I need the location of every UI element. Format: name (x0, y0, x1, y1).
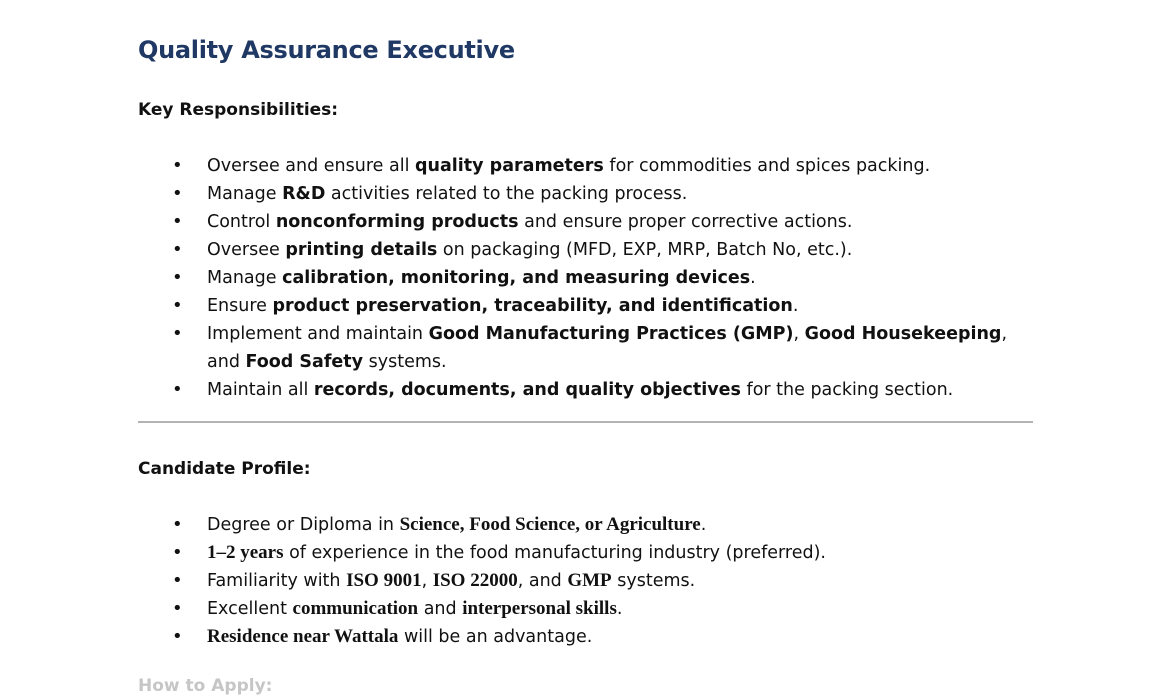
text-run: Manage (207, 184, 283, 204)
list-item (138, 567, 1038, 595)
text-run: . (700, 515, 707, 535)
list-item (138, 152, 1038, 180)
bold-text: ISO 9001 (346, 570, 422, 591)
text-run: Familiarity with (207, 571, 347, 591)
list-item (138, 236, 1038, 264)
text-run: systems. (363, 352, 447, 372)
bullet-icon: • (172, 514, 183, 535)
list-item (138, 208, 1038, 236)
bullet-icon: • (172, 323, 183, 344)
text-run: on packaging (MFD, EXP, MRP, Batch No, etc.). (437, 240, 853, 260)
bold-text: GMP (567, 570, 612, 591)
bullet-icon: • (172, 295, 183, 316)
bold-text: nonconforming products (275, 212, 519, 232)
bullet-icon: • (172, 267, 183, 288)
text-run: , (793, 324, 805, 344)
bold-text: calibration, monitoring, and measuring devices (282, 268, 751, 288)
candidate-profile-heading: Candidate Profile: (138, 459, 311, 479)
bullet-icon: • (172, 542, 183, 563)
bullet-icon: • (172, 570, 183, 591)
text-run: . (750, 268, 756, 288)
text-run: Maintain all (207, 380, 314, 400)
text-run: Degree or Diploma in (207, 515, 400, 535)
bullet-icon: • (172, 211, 183, 232)
text-run: . (616, 599, 623, 619)
bold-text: quality parameters (415, 156, 604, 176)
text-run: Oversee and ensure all (207, 156, 416, 176)
text-run: and ensure proper corrective actions. (518, 212, 853, 232)
text-run: and (207, 352, 246, 372)
bold-text: Food Safety (245, 352, 364, 372)
text-run: for the packing section. (740, 380, 954, 400)
profile-list (138, 511, 1038, 651)
bullet-icon: • (172, 155, 183, 176)
bullet-icon: • (172, 598, 183, 619)
text-run: will be an advantage. (398, 627, 593, 647)
bold-text: interpersonal skills (462, 598, 617, 619)
bold-text: Residence near Wattala (207, 626, 399, 647)
list-item (138, 376, 1038, 404)
list-item (138, 320, 1038, 376)
list-item (138, 264, 1038, 292)
bold-text: Science, Food Science, or Agriculture (399, 514, 701, 535)
text-run: Implement and maintain (207, 324, 429, 344)
list-item (138, 595, 1038, 623)
list-item (138, 180, 1038, 208)
text-run: , (421, 571, 433, 591)
bold-text: product preservation, traceability, and identification (272, 296, 793, 316)
text-run: Oversee (207, 240, 286, 260)
text-run: Manage (207, 268, 283, 288)
bold-text: R&D (282, 184, 326, 204)
bullet-icon: • (172, 379, 183, 400)
text-run: Control (207, 212, 276, 232)
bullet-icon: • (172, 239, 183, 260)
text-run: activities related to the packing process. (325, 184, 688, 204)
bold-text: ISO 22000 (432, 570, 518, 591)
key-responsibilities-heading: Key Responsibilities: (138, 100, 339, 120)
text-run: Excellent (207, 599, 293, 619)
page-title: Quality Assurance Executive (138, 36, 515, 64)
bold-text: printing details (285, 240, 438, 260)
text-run: Ensure (207, 296, 273, 316)
text-run: of experience in the food manufacturing industry (preferred). (283, 543, 826, 563)
text-run: and (418, 599, 463, 619)
list-item (138, 292, 1038, 320)
bullet-icon: • (172, 626, 183, 647)
responsibilities-list (138, 152, 1038, 404)
text-run: , and (517, 571, 568, 591)
text-run: . (792, 296, 799, 316)
bold-text: communication (292, 598, 419, 619)
bold-text: 1–2 years (207, 542, 284, 563)
text-run: for commodities and spices packing. (603, 156, 931, 176)
bullet-icon: • (172, 183, 183, 204)
list-item (138, 623, 1038, 651)
list-item (138, 539, 1038, 567)
next-section-heading: How to Apply: (138, 676, 273, 696)
bold-text: records, documents, and quality objectives (313, 380, 741, 400)
section-divider (138, 421, 1033, 423)
bold-text: Good Manufacturing Practices (GMP) (428, 324, 794, 344)
text-run: systems. (611, 571, 696, 591)
bold-text: Good Housekeeping (804, 324, 1002, 344)
list-item (138, 511, 1038, 539)
text-run: , (1001, 324, 1008, 344)
